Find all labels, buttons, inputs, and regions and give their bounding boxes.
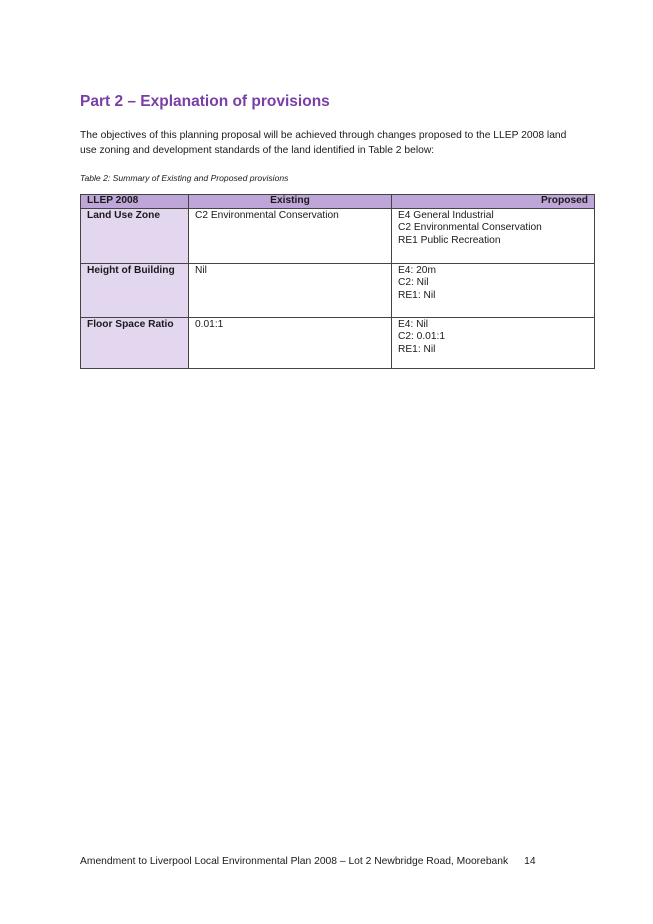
provisions-table	[80, 194, 595, 369]
table-caption: Table 2: Summary of Existing and Proposed provisions	[80, 173, 289, 183]
page-footer	[80, 856, 536, 867]
proposed-cell	[392, 208, 595, 263]
column-header-existing: Existing	[189, 195, 392, 209]
table-header-row	[81, 195, 595, 209]
footer-text: Amendment to Liverpool Local Environmental Plan 2008 – Lot 2 Newbridge Road, Moorebank	[80, 856, 509, 867]
proposed-line: RE1: Nil	[398, 344, 436, 356]
row-label-height-of-building: Height of Building	[81, 263, 189, 317]
proposed-line: C2 Environmental Conservation	[398, 222, 542, 234]
table-row	[81, 208, 595, 263]
page-number: 14	[524, 856, 536, 867]
existing-cell: 0.01:1	[189, 317, 392, 368]
proposed-line: E4: 20m	[398, 264, 436, 276]
proposed-line: RE1: Nil	[398, 290, 436, 302]
column-header-proposed: Proposed	[392, 195, 595, 209]
table-row	[81, 263, 595, 317]
existing-cell: C2 Environmental Conservation	[189, 208, 392, 263]
proposed-line: C2: Nil	[398, 277, 429, 289]
proposed-line: RE1 Public Recreation	[398, 235, 501, 247]
row-label-floor-space-ratio: Floor Space Ratio	[81, 317, 189, 368]
intro-paragraph: The objectives of this planning proposal will be achieved through changes proposed to the LLEP 2008 land use zoning and development standards of the land identified in Table 2 below:	[80, 130, 567, 156]
table-row	[81, 317, 595, 368]
proposed-line: E4: Nil	[398, 318, 429, 330]
existing-cell: Nil	[189, 263, 392, 317]
page-title: Part 2 – Explanation of provisions	[80, 93, 330, 110]
column-header-llep: LLEP 2008	[81, 195, 189, 209]
proposed-cell	[392, 317, 595, 368]
proposed-cell	[392, 263, 595, 317]
proposed-line: E4 General Industrial	[398, 209, 494, 221]
row-label-land-use-zone: Land Use Zone	[81, 208, 189, 263]
proposed-line: C2: 0.01:1	[398, 331, 446, 343]
